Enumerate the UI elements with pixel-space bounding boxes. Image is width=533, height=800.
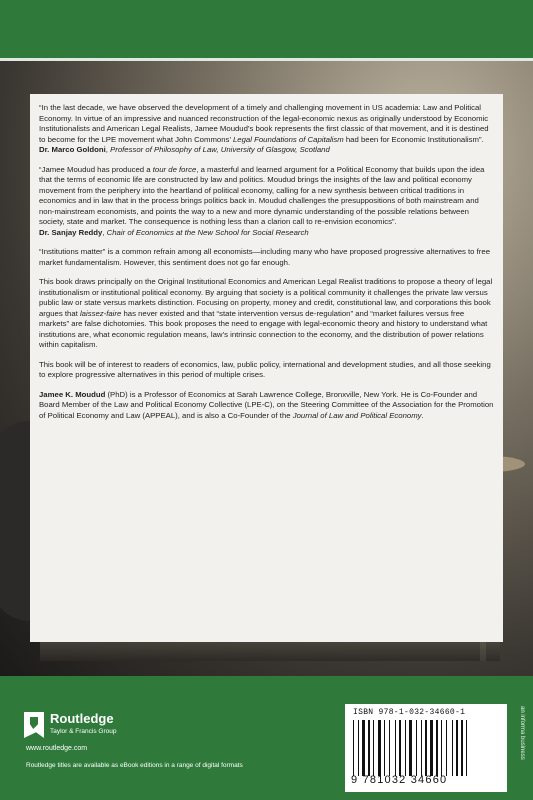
publisher-name: Routledge	[50, 711, 114, 726]
barcode-bar	[375, 720, 377, 776]
barcode-bar	[443, 720, 445, 776]
barcode-bar	[466, 720, 467, 776]
publisher-group: Taylor & Francis Group	[50, 728, 117, 735]
text-panel	[30, 94, 503, 642]
ebook-note: Routledge titles are available as eBook editions in a range of digital formats	[26, 762, 243, 769]
author-bio: Jamee K. Moudud (PhD) is a Professor of Economics at Sarah Lawrence College, Bronxville, New York. He is Co-Founder and Board Member of the Law and Political Economy Collective (LPE-C), on the Steering Committee of the Association for the Promotion of Political Economy and Law (APPEAL), and is also a Co-Founder of the Journal of Law and Political Economy.	[39, 389, 494, 420]
barcode-bar	[468, 720, 471, 776]
barcode-bar	[448, 720, 451, 776]
publisher-url[interactable]: www.routledge.com	[26, 745, 88, 752]
barcode-bar	[425, 720, 427, 776]
barcode-bar	[413, 720, 415, 776]
blurb-paragraph-3: This book will be of interest to readers of economics, law, public policy, international and development studies, and all those seeking to explore progressive alternatives in this period of multiple crises.	[39, 359, 491, 379]
barcode-bar	[418, 720, 420, 776]
endorsement-attribution-1: Dr. Marco Goldoni, Professor of Philosophy of Law, University of Glasgow, Scotland	[39, 145, 330, 154]
barcode-bar	[456, 720, 458, 776]
barcode-bar	[454, 720, 455, 776]
blurb-paragraph-2: This book draws principally on the Original Institutional Economics and American Legal Realist traditions to propose a theory of legal institutionalism or institutional political economy. By arguing that society is a political community it challenges the private law versus public law or state versus markets distinction. Focusing on property, money and credit, constitutional law, and corporations this book argues that laissez-faire has never existed and that “state intervention versus de-regulation” and “market failures versus free markets” are false dichotomies. This book proposes the need to engage with legal-economic theory and history to understand what institutions are, what economic regulation means, law’s intrinsic connection to the economy, and the distribution of power relations within capitalism.	[39, 277, 493, 349]
barcode-bar	[430, 720, 433, 776]
barcode-bar	[446, 720, 447, 776]
barcode-bar	[373, 720, 374, 776]
barcode-bar	[439, 720, 440, 776]
informa-side-text: an informa business	[519, 706, 525, 760]
barcode-bar	[423, 720, 424, 776]
barcode-bar	[459, 720, 460, 776]
barcode-bar	[407, 720, 408, 776]
bottom-green-band	[0, 676, 533, 800]
blurb-paragraph-1: “Institutions matter” is a common refrain among all economists—including many who have proposed progressive alternatives to free market fundamentalism. However, this sentiment does not go far enough.	[39, 247, 491, 267]
barcode-bar	[452, 720, 453, 776]
barcode-bar	[397, 720, 398, 776]
endorsement-quote-1: “In the last decade, we have observed the development of a timely and challenging movement in US academia: Law and Political Economy. In virtue of an impressive and nuanced reconstruction of the legal-economic nexus as originally understood by Economic Institutionalists and American Legal Realists, Jamee Moudud’s book represents the first classic of that movement, and it is destined to become for the LPE movement what John Commons’ Legal Foundations of Capitalism had been for Economic Institutionalism”.	[39, 103, 489, 144]
barcode-bar	[405, 720, 406, 776]
top-green-band	[0, 0, 533, 58]
barcode-bar	[402, 720, 404, 776]
barcode-bar	[409, 720, 412, 776]
barcode-bar	[464, 720, 465, 776]
barcode-bar	[353, 720, 354, 776]
barcode-bar	[384, 720, 385, 776]
barcode-bar	[368, 720, 370, 776]
barcode-bar	[436, 720, 438, 776]
barcode-bar	[421, 720, 422, 776]
barcode-bar	[366, 720, 367, 776]
barcode-bar	[434, 720, 435, 776]
barcode-bar	[382, 720, 383, 776]
barcode-bars	[353, 720, 499, 776]
barcode-bar	[441, 720, 442, 776]
barcode-bar	[399, 720, 401, 776]
barcode-bar	[386, 720, 388, 776]
isbn-text: ISBN 978-1-032-34660-1	[353, 708, 466, 717]
endorsement-attribution-2: Dr. Sanjay Reddy, Chair of Economics at the New School for Social Research	[39, 227, 309, 237]
barcode-bar	[371, 720, 372, 776]
ean-number: 9 781032 34660	[351, 774, 448, 786]
barcode-bar	[461, 720, 463, 776]
barcode-bar	[395, 720, 396, 776]
barcode-bar	[355, 720, 357, 776]
barcode-bar	[358, 720, 359, 776]
barcode-bar	[360, 720, 361, 776]
barcode-bar	[428, 720, 429, 776]
barcode-bar	[416, 720, 417, 776]
barcode-bar	[391, 720, 394, 776]
barcode-box	[345, 704, 507, 792]
barcode-bar	[389, 720, 390, 776]
barcode-bar	[362, 720, 365, 776]
routledge-logo-icon	[24, 712, 44, 738]
barcode-bar	[378, 720, 381, 776]
endorsement-quote-2: “Jamee Moudud has produced a tour de force, a masterful and learned argument for a Political Economy that builds upon the idea that the terms of economic life are constructed by law and politics. Moudud brings the insights of the law and political economy movement from the periphery into the heartland of political economy, calling for a new synthesis between critical traditions in economics and in law that in the process brings politics back in. Moudud challenges the presuppositions of both mainstream and non-mainstream economists, and points the way to a new and more dynamic understanding of the possible relations between society, state and market. The consequence is nothing less than a clarion call to re-envision economics”.	[39, 164, 485, 226]
